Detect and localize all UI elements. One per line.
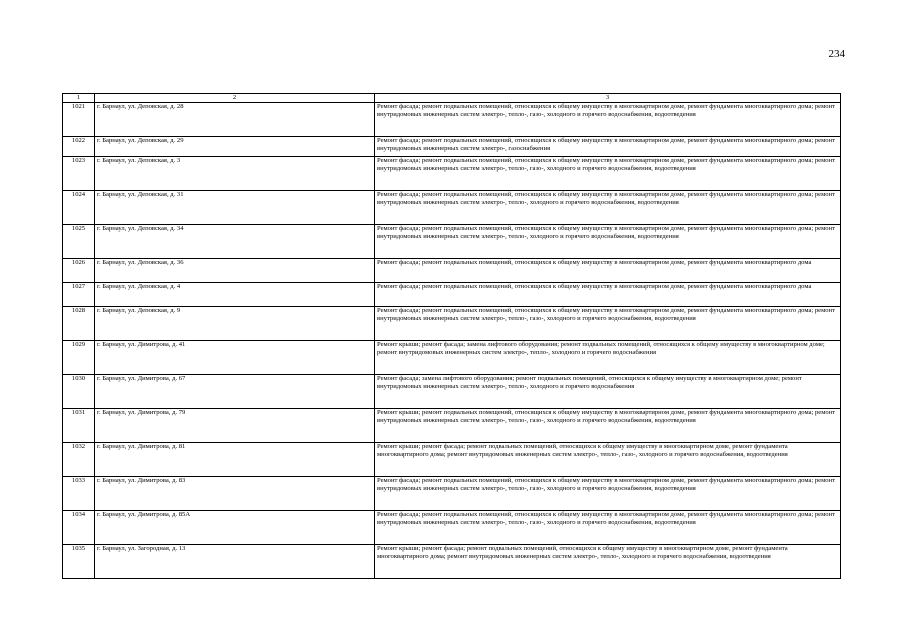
row-works: Ремонт фасада; ремонт подвальных помещений, относящихся к общему имуществу в многоквартирном доме, ремонт фундамента многоквартирного дома; ремонт внутридомовых инженерных систем электро-, тепло-, газо-, холодного и горячего водоснабжения, водоотведения: [375, 477, 841, 511]
header-col-1: 1: [63, 94, 95, 103]
row-works: Ремонт фасада; ремонт подвальных помещений, относящихся к общему имуществу в многоквартирном доме, ремонт фундамента многоквартирного дома: [375, 259, 841, 283]
table-row: [63, 225, 841, 259]
row-works: Ремонт фасада; ремонт подвальных помещений, относящихся к общему имуществу в многоквартирном доме, ремонт фундамента многоквартирного дома; ремонт внутридомовых инженерных систем электро-, тепло-, газо-, холодного и горячего водоснабжения, водоотведения: [375, 307, 841, 341]
row-works: Ремонт крыши; ремонт фасада; ремонт подвальных помещений, относящихся к общему имуществу в многоквартирном доме, ремонт фундамента многоквартирного дома; ремонт внутридомовых инженерных систем электро-, тепло-, газо-, холодного и горячего водоснабжения, водоотведения: [375, 443, 841, 477]
row-address: г. Барнаул, ул. Загородная, д. 13: [95, 545, 375, 579]
row-address: г. Барнаул, ул. Деповская, д. 3: [95, 157, 375, 191]
table-row: [63, 375, 841, 409]
row-works: Ремонт фасада; ремонт подвальных помещений, относящихся к общему имуществу в многоквартирном доме, ремонт фундамента многоквартирного дома: [375, 283, 841, 307]
row-works: Ремонт фасада; ремонт подвальных помещений, относящихся к общему имуществу в многоквартирном доме, ремонт фундамента многоквартирного дома; ремонт внутридомовых инженерных систем электро-, тепло-, газо-, холодного и горячего водоснабжения, водоотведения: [375, 103, 841, 137]
row-address: г. Барнаул, ул. Деповская, д. 31: [95, 191, 375, 225]
table-row: [63, 409, 841, 443]
row-number: 1034: [63, 511, 95, 545]
row-address: г. Барнаул, ул. Деповская, д. 9: [95, 307, 375, 341]
row-address: г. Барнаул, ул. Деповская, д. 28: [95, 103, 375, 137]
row-number: 1033: [63, 477, 95, 511]
row-works: Ремонт крыши; ремонт фасада; ремонт подвальных помещений, относящихся к общему имуществу в многоквартирном доме, ремонт фундамента многоквартирного дома; ремонт внутридомовых инженерных систем электро-, тепло-, холодного и горячего водоснабжения, водоотведения: [375, 545, 841, 579]
table-row: [63, 191, 841, 225]
header-col-3: 3: [375, 94, 841, 103]
row-address: г. Барнаул, ул. Димитрова, д. 41: [95, 341, 375, 375]
row-works: Ремонт крыши; ремонт фасада; замена лифтового оборудования; ремонт подвальных помещений, относящихся к общему имуществу в многоквартирном доме; ремонт внутридомовых инженерных систем электро-, тепло-, холодного и горячего водоснабжения: [375, 341, 841, 375]
table-row: [63, 259, 841, 283]
table-row: [63, 545, 841, 579]
row-works: Ремонт фасада; ремонт подвальных помещений, относящихся к общему имуществу в многоквартирном доме, ремонт фундамента многоквартирного дома; ремонт внутридомовых инженерных систем электро-, тепло-, газо-, холодного и горячего водоснабжения, водоотведения: [375, 511, 841, 545]
row-number: 1026: [63, 259, 95, 283]
row-address: г. Барнаул, ул. Димитрова, д. 81: [95, 443, 375, 477]
table-row: [63, 157, 841, 191]
row-number: 1031: [63, 409, 95, 443]
page-number: 234: [828, 48, 845, 60]
row-number: 1025: [63, 225, 95, 259]
row-works: Ремонт фасада; ремонт подвальных помещений, относящихся к общему имуществу в многоквартирном доме, ремонт фундамента многоквартирного дома; ремонт внутридомовых инженерных систем электро-, газоснабжения: [375, 137, 841, 157]
table-row: [63, 137, 841, 157]
row-address: г. Барнаул, ул. Димитрова, д. 67: [95, 375, 375, 409]
table-row: [63, 307, 841, 341]
table-row: [63, 511, 841, 545]
row-address: г. Барнаул, ул. Деповская, д. 4: [95, 283, 375, 307]
row-works: Ремонт фасада; ремонт подвальных помещений, относящихся к общему имуществу в многоквартирном доме, ремонт фундамента многоквартирного дома; ремонт внутридомовых инженерных систем электро-, тепло-, холодного и горячего водоснабжения, водоотведения: [375, 225, 841, 259]
repair-table: [62, 93, 841, 579]
row-works: Ремонт крыши; ремонт подвальных помещений, относящихся к общему имуществу в многоквартирном доме, ремонт фундамента многоквартирного дома; ремонт внутридомовых инженерных систем электро-, тепло-, газо-, холодного и горячего водоснабжения, водоотведения: [375, 409, 841, 443]
table-header-row: [63, 94, 841, 103]
header-col-2: 2: [95, 94, 375, 103]
row-number: 1022: [63, 137, 95, 157]
row-address: г. Барнаул, ул. Димитрова, д. 83: [95, 477, 375, 511]
row-address: г. Барнаул, ул. Деповская, д. 34: [95, 225, 375, 259]
row-address: г. Барнаул, ул. Димитрова, д. 79: [95, 409, 375, 443]
row-number: 1027: [63, 283, 95, 307]
row-number: 1024: [63, 191, 95, 225]
row-address: г. Барнаул, ул. Деповская, д. 36: [95, 259, 375, 283]
row-works: Ремонт фасада; ремонт подвальных помещений, относящихся к общему имуществу в многоквартирном доме, ремонт фундамента многоквартирного дома; ремонт внутридомовых инженерных систем электро-, тепло-, холодного и горячего водоснабжения, водоотведения: [375, 191, 841, 225]
row-number: 1032: [63, 443, 95, 477]
table-row: [63, 283, 841, 307]
row-number: 1030: [63, 375, 95, 409]
row-works: Ремонт фасада; ремонт подвальных помещений, относящихся к общему имуществу в многоквартирном доме, ремонт фундамента многоквартирного дома; ремонт внутридомовых инженерных систем электро-, тепло-, газо-, холодного и горячего водоснабжения, водоотведения: [375, 157, 841, 191]
row-address: г. Барнаул, ул. Димитрова, д. 85А: [95, 511, 375, 545]
row-number: 1028: [63, 307, 95, 341]
row-address: г. Барнаул, ул. Деповская, д. 29: [95, 137, 375, 157]
table-row: [63, 477, 841, 511]
row-works: Ремонт фасада; замена лифтового оборудования; ремонт подвальных помещений, относящихся к общему имуществу в многоквартирном доме; ремонт внутридомовых инженерных систем электро-, тепло-, холодного и горячего водоснабжения: [375, 375, 841, 409]
row-number: 1029: [63, 341, 95, 375]
table-row: [63, 443, 841, 477]
row-number: 1023: [63, 157, 95, 191]
table-row: [63, 103, 841, 137]
row-number: 1035: [63, 545, 95, 579]
table-row: [63, 341, 841, 375]
row-number: 1021: [63, 103, 95, 137]
